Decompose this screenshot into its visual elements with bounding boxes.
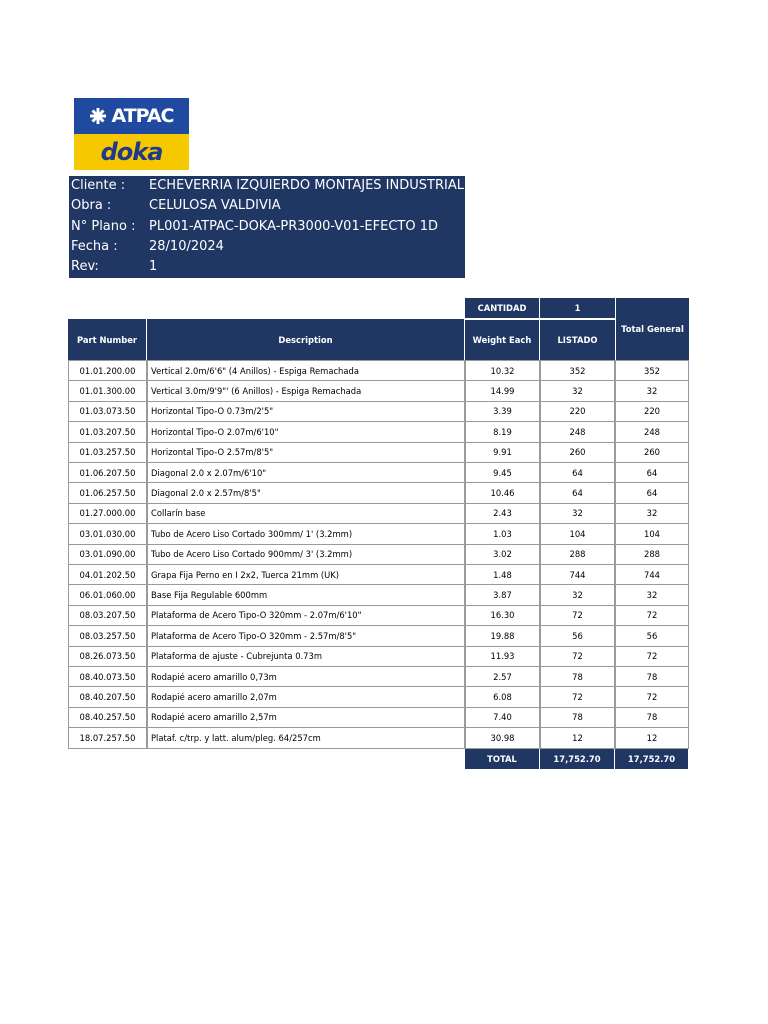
part-number-cell: 01.06.257.50: [68, 482, 147, 503]
listado-cell: 64: [540, 482, 615, 503]
cantidad-header: CANTIDAD: [465, 298, 540, 318]
part-number-cell: 18.07.257.50: [68, 727, 147, 748]
total-cell: 32: [615, 584, 689, 605]
info-label: Cliente :: [71, 178, 126, 193]
description-cell: Rodapié acero amarillo 2,57m: [147, 707, 465, 728]
total-cell: 260: [615, 442, 689, 463]
weight-cell: 3.87: [465, 584, 540, 605]
part-number-cell: 08.03.257.50: [68, 625, 147, 646]
weight-cell: 2.43: [465, 503, 540, 524]
description-cell: Grapa Fija Perno en I 2x2, Tuerca 21mm (UK): [147, 564, 465, 585]
description-cell: Plataforma de Acero Tipo-O 320mm - 2.07m/6'10": [147, 605, 465, 626]
description-cell: Plataf. c/trp. y latt. alum/pleg. 64/257cm: [147, 727, 465, 748]
weight-cell: 8.19: [465, 421, 540, 442]
part-number-cell: 08.40.207.50: [68, 686, 147, 707]
description-cell: Plataforma de ajuste - Cubrejunta 0.73m: [147, 646, 465, 667]
info-row-fecha: [69, 237, 465, 257]
listado-cell: 12: [540, 727, 615, 748]
total-label: TOTAL: [465, 749, 540, 769]
total-cell: 12: [615, 727, 689, 748]
description-cell: Horizontal Tipo-O 2.57m/8'5": [147, 442, 465, 463]
listado-header: LISTADO: [540, 319, 615, 360]
description-cell: Plataforma de Acero Tipo-O 320mm - 2.57m/8'5": [147, 625, 465, 646]
listado-cell: 744: [540, 564, 615, 585]
weight-cell: 10.32: [465, 360, 540, 381]
weight-cell: 3.02: [465, 544, 540, 565]
total-cell: 32: [615, 380, 689, 401]
part-number-cell: 01.01.300.00: [68, 380, 147, 401]
description-cell: Vertical 3.0m/9'9"' (6 Anillos) - Espiga Remachada: [147, 380, 465, 401]
weight-each-header: Weight Each: [465, 319, 540, 360]
part-number-cell: 03.01.030.00: [68, 523, 147, 544]
total-cell: 64: [615, 462, 689, 483]
weight-cell: 16.30: [465, 605, 540, 626]
part-number-cell: 08.03.207.50: [68, 605, 147, 626]
description-header: Description: [147, 319, 465, 360]
cantidad-value: 1: [540, 298, 615, 318]
total-listado: 17,752.70: [540, 749, 615, 769]
weight-cell: 9.45: [465, 462, 540, 483]
info-row-obra: [69, 196, 465, 216]
atpac-logo-band: [74, 98, 189, 134]
total-cell: 104: [615, 523, 689, 544]
info-value: PL001-ATPAC-DOKA-PR3000-V01-EFECTO 1D: [149, 219, 438, 234]
total-cell: 56: [615, 625, 689, 646]
weight-cell: 30.98: [465, 727, 540, 748]
description-cell: Base Fija Regulable 600mm: [147, 584, 465, 605]
weight-cell: 14.99: [465, 380, 540, 401]
listado-cell: 72: [540, 686, 615, 707]
listado-cell: 288: [540, 544, 615, 565]
weight-cell: 10.46: [465, 482, 540, 503]
total-cell: 64: [615, 482, 689, 503]
listado-cell: 352: [540, 360, 615, 381]
total-cell: 352: [615, 360, 689, 381]
description-cell: Horizontal Tipo-O 2.07m/6'10": [147, 421, 465, 442]
listado-cell: 32: [540, 380, 615, 401]
company-logo: [74, 98, 189, 170]
listado-cell: 72: [540, 646, 615, 667]
total-cell: 78: [615, 666, 689, 687]
info-value: CELULOSA VALDIVIA: [149, 198, 281, 213]
weight-cell: 3.39: [465, 401, 540, 422]
doka-wordmark: doka: [100, 138, 163, 166]
description-cell: Rodapié acero amarillo 2,07m: [147, 686, 465, 707]
description-cell: Tubo de Acero Liso Cortado 300mm/ 1' (3.2mm): [147, 523, 465, 544]
weight-cell: 1.48: [465, 564, 540, 585]
info-label: Obra :: [71, 198, 112, 213]
description-cell: Vertical 2.0m/6'6" (4 Anillos) - Espiga Remachada: [147, 360, 465, 381]
listado-cell: 56: [540, 625, 615, 646]
total-cell: 32: [615, 503, 689, 524]
description-cell: Diagonal 2.0 x 2.07m/6'10": [147, 462, 465, 483]
part-number-header: Part Number: [68, 319, 147, 360]
listado-cell: 104: [540, 523, 615, 544]
weight-cell: 1.03: [465, 523, 540, 544]
part-number-cell: 06.01.060.00: [68, 584, 147, 605]
atpac-wordmark: ATPAC: [111, 105, 174, 127]
total-cell: 744: [615, 564, 689, 585]
listado-cell: 260: [540, 442, 615, 463]
total-cell: 72: [615, 605, 689, 626]
description-cell: Collarín base: [147, 503, 465, 524]
weight-cell: 19.88: [465, 625, 540, 646]
total-cell: 78: [615, 707, 689, 728]
part-number-cell: 01.03.257.50: [68, 442, 147, 463]
total-general-header: Total General: [615, 298, 689, 360]
total-general: 17,752.70: [615, 749, 689, 769]
part-number-cell: 01.06.207.50: [68, 462, 147, 483]
part-number-cell: 04.01.202.50: [68, 564, 147, 585]
listado-cell: 64: [540, 462, 615, 483]
weight-cell: 6.08: [465, 686, 540, 707]
part-number-cell: 01.03.073.50: [68, 401, 147, 422]
info-label: Fecha :: [71, 239, 118, 254]
total-cell: 248: [615, 421, 689, 442]
weight-cell: 2.57: [465, 666, 540, 687]
total-cell: 72: [615, 686, 689, 707]
total-cell: 288: [615, 544, 689, 565]
part-number-cell: 01.27.000.00: [68, 503, 147, 524]
description-cell: Diagonal 2.0 x 2.57m/8'5": [147, 482, 465, 503]
info-row-cliente: [69, 176, 481, 196]
info-label: Rev:: [71, 259, 99, 274]
listado-cell: 32: [540, 584, 615, 605]
listado-cell: 32: [540, 503, 615, 524]
info-value: 1: [149, 259, 158, 274]
part-number-cell: 01.01.200.00: [68, 360, 147, 381]
listado-cell: 72: [540, 605, 615, 626]
part-number-cell: 01.03.207.50: [68, 421, 147, 442]
info-label: N° Plano :: [71, 219, 136, 234]
total-cell: 220: [615, 401, 689, 422]
description-cell: Horizontal Tipo-O 0.73m/2'5": [147, 401, 465, 422]
part-number-cell: 08.40.257.50: [68, 707, 147, 728]
info-row-plano: [69, 217, 465, 237]
project-info-block: [69, 176, 481, 278]
atpac-star-icon: [89, 107, 107, 125]
info-value: ECHEVERRIA IZQUIERDO MONTAJES INDUSTRIALES: [149, 178, 481, 193]
total-cell: 72: [615, 646, 689, 667]
part-number-cell: 08.40.073.50: [68, 666, 147, 687]
description-cell: Tubo de Acero Liso Cortado 900mm/ 3' (3.2mm): [147, 544, 465, 565]
weight-cell: 7.40: [465, 707, 540, 728]
part-number-cell: 08.26.073.50: [68, 646, 147, 667]
listado-cell: 220: [540, 401, 615, 422]
listado-cell: 78: [540, 707, 615, 728]
weight-cell: 9.91: [465, 442, 540, 463]
listado-cell: 78: [540, 666, 615, 687]
part-number-cell: 03.01.090.00: [68, 544, 147, 565]
weight-cell: 11.93: [465, 646, 540, 667]
info-row-rev: [69, 257, 465, 277]
doka-logo-band: [74, 134, 189, 170]
description-cell: Rodapié acero amarillo 0,73m: [147, 666, 465, 687]
info-value: 28/10/2024: [149, 239, 224, 254]
listado-cell: 248: [540, 421, 615, 442]
